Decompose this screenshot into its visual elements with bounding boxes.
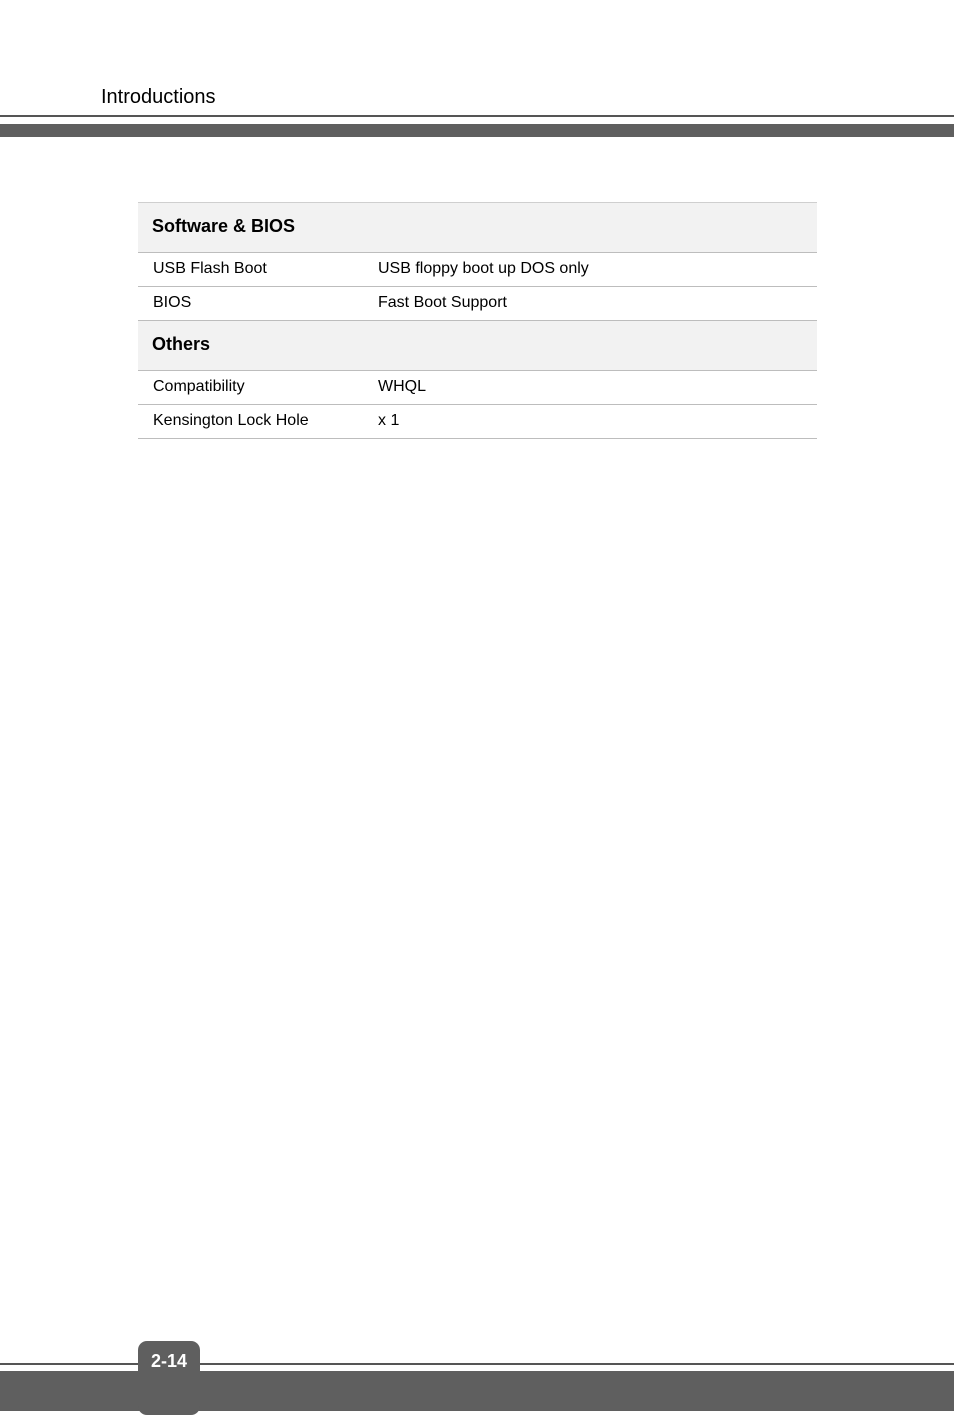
section-heading-software-bios: Software & BIOS	[138, 203, 817, 253]
table-row	[138, 287, 817, 321]
header-bar	[0, 124, 954, 137]
table-row	[138, 253, 817, 287]
page-number-tab	[138, 1341, 200, 1415]
spec-table	[138, 202, 817, 439]
row-value: USB floppy boot up DOS only	[378, 260, 589, 277]
row-label: USB Flash Boot	[153, 260, 267, 277]
section-heading-others: Others	[138, 321, 817, 371]
header-rule	[0, 115, 954, 117]
page-header-title: Introductions	[101, 86, 216, 108]
row-value: Fast Boot Support	[378, 294, 507, 311]
row-value: WHQL	[378, 378, 426, 395]
table-row	[138, 405, 817, 439]
row-label: Compatibility	[153, 378, 245, 395]
row-label: Kensington Lock Hole	[153, 412, 309, 429]
page-number: 2-14	[150, 1351, 188, 1371]
table-row	[138, 371, 817, 405]
row-label: BIOS	[153, 294, 192, 311]
row-value: x 1	[378, 412, 400, 429]
